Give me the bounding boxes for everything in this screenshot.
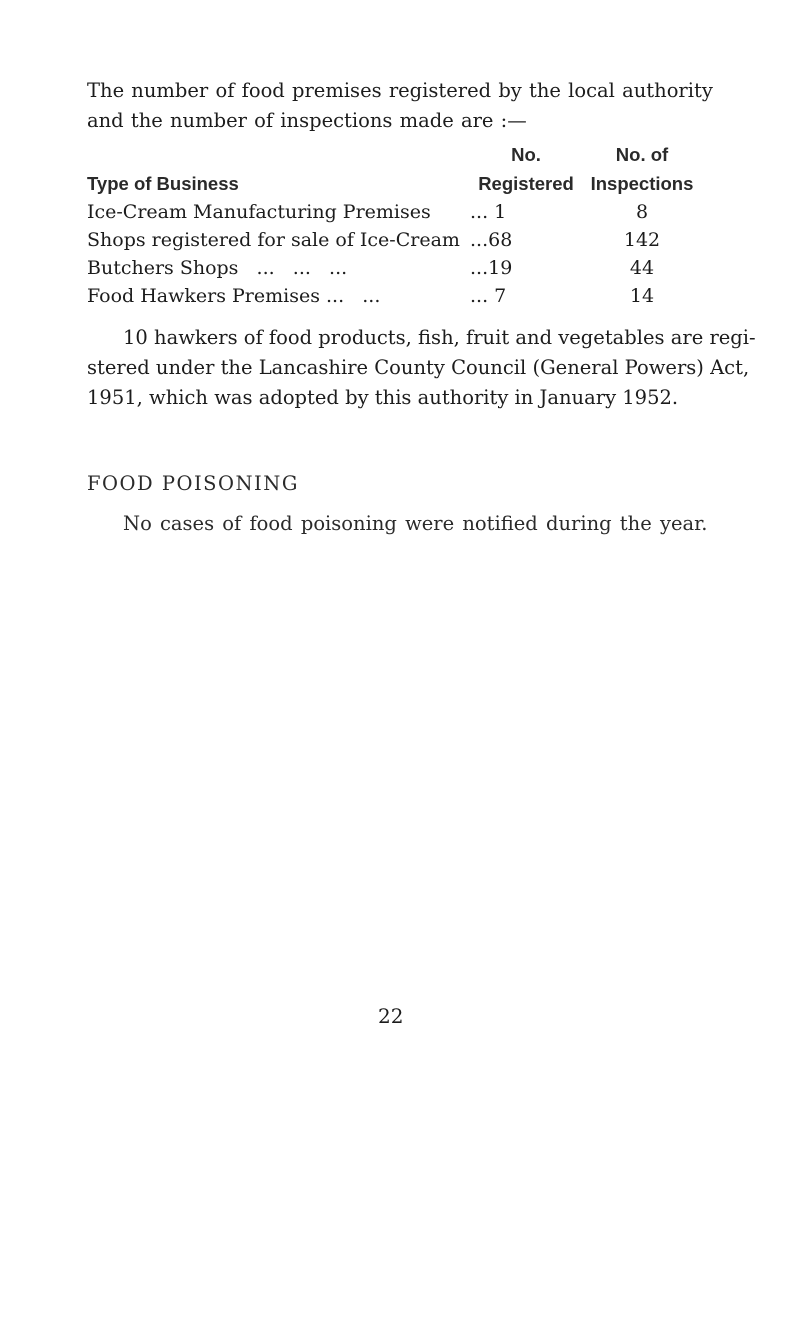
registered-count-cell: ... 7 [470,285,507,307]
header-type-line1 [87,140,470,169]
paragraph-line: stered under the Lancashire County Council (General Powers) Act, [87,356,750,379]
table-header-row-2 [87,169,702,198]
inspections-count-cell: 8 [635,201,649,223]
header-registered: Registered [478,173,574,194]
header-inspections: Inspections [590,173,694,194]
intro-line: and the number of inspections made are :— [87,109,527,132]
table-row [87,282,702,310]
hawkers-paragraph [87,323,756,413]
intro-paragraph [87,76,712,136]
intro-line: The number of food premises registered by the local authority [87,79,713,102]
inspections-count-cell: 14 [629,285,655,307]
inspections-count-cell: 142 [623,229,661,251]
registered-count-cell: ...19 [470,257,513,279]
section-note: No cases of food poisoning were notified during the year. [123,512,708,535]
business-type-cell: Food Hawkers Premises ... ... [87,285,381,307]
paragraph-line: 1951, which was adopted by this authority in January 1952. [87,386,679,409]
business-type-cell: Ice-Cream Manufacturing Premises [87,201,431,223]
premises-table [87,140,702,310]
table-row [87,226,702,254]
table-row [87,254,702,282]
page-number: 22 [378,1004,404,1028]
table-header-row-1 [87,140,702,169]
business-type-cell: Shops registered for sale of Ice-Cream [87,229,460,251]
paragraph-line: 10 hawkers of food products, fish, fruit and vegetables are regi- [123,326,756,349]
registered-count-cell: ...68 [470,229,513,251]
header-registered-line1: No. [511,144,541,165]
section-heading: FOOD POISONING [87,472,299,495]
table-row [87,198,702,226]
inspections-count-cell: 44 [629,257,655,279]
header-inspections-line1: No. of [615,144,669,165]
header-type-of-business: Type of Business [87,173,239,194]
business-type-cell: Butchers Shops ... ... ... [87,257,348,279]
registered-count-cell: ... 1 [470,201,507,223]
